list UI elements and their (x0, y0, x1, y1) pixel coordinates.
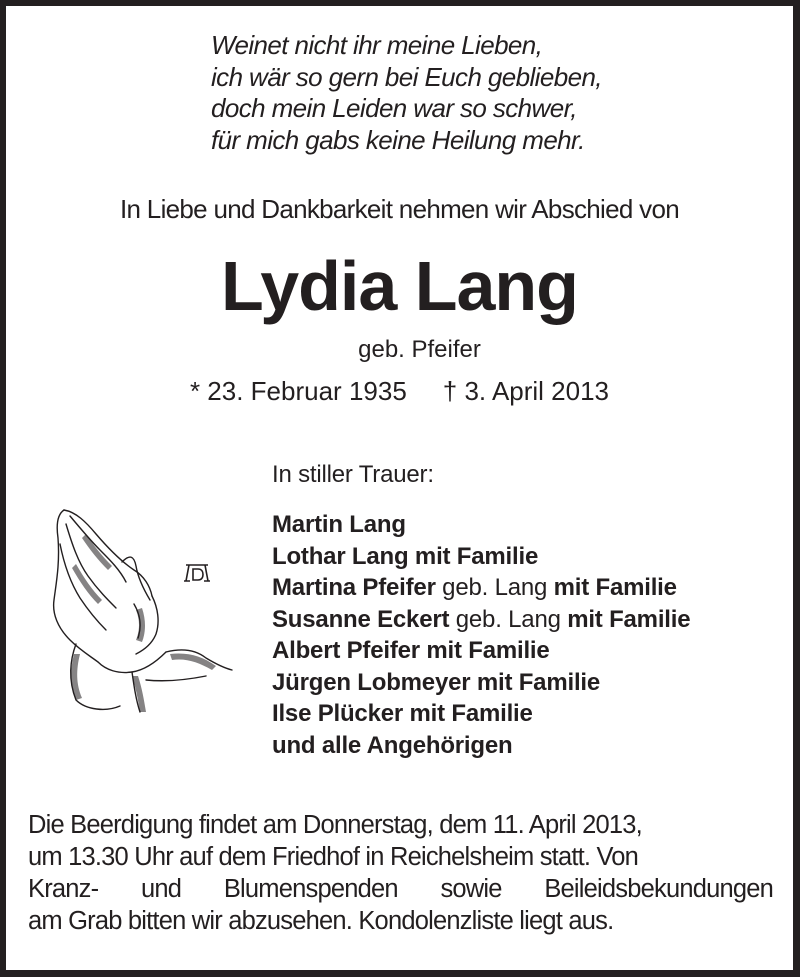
funeral-line: am Grab bitten wir abzusehen. Kondolenzliste liegt aus. (28, 907, 614, 935)
mourner-row (272, 604, 690, 636)
mourner-name: Martin Lang (272, 511, 406, 538)
mourner-row (272, 698, 690, 730)
poem (211, 30, 602, 156)
poem-line: Weinet nicht ihr meine Lieben, (211, 30, 543, 60)
mourner-row (272, 667, 690, 699)
death-date: † 3. April 2013 (442, 376, 610, 406)
mourner-suffix: mit Familie (553, 574, 677, 601)
mourner-name: Martina Pfeifer (272, 574, 436, 601)
poem-line: doch mein Leiden war so schwer, (211, 93, 577, 123)
birth-date: * 23. Februar 1935 (189, 376, 407, 406)
obituary-notice (6, 6, 793, 970)
poem-line: ich wär so gern bei Euch geblieben, (211, 61, 602, 92)
farewell-intro: In Liebe und Dankbarkeit nehmen wir Abschied von (120, 194, 679, 224)
mourner-name: Jürgen Lobmeyer mit Familie (272, 668, 601, 696)
mourner-name: Lothar Lang mit Familie (272, 542, 539, 570)
mourner-row (272, 635, 690, 667)
poem-line: für mich gabs keine Heilung mehr. (211, 124, 585, 155)
mourner-row (272, 730, 690, 762)
praying-hands-icon (46, 504, 236, 714)
funeral-line: Die Beerdigung findet am Donnerstag, dem 11. April 2013, (28, 811, 642, 839)
funeral-details (28, 809, 773, 937)
mourner-name: Albert Pfeifer mit Familie (272, 637, 550, 664)
maiden-name: geb. Pfeifer (358, 336, 481, 363)
mourner-name: Susanne Eckert (272, 605, 450, 633)
mourner-row (272, 509, 690, 541)
mourner-row (272, 541, 690, 573)
mourner-name: Ilse Plücker mit Familie (272, 700, 533, 727)
funeral-line: um 13.30 Uhr auf dem Friedhof in Reichelsheim statt. Von (28, 843, 639, 871)
mourners-heading: In stiller Trauer: (272, 461, 434, 488)
monogram-icon (184, 561, 210, 583)
mourner-maiden: geb. Lang (435, 574, 554, 601)
deceased-name: Lydia Lang (221, 247, 578, 325)
mourner-row (272, 572, 690, 604)
mourners-list (272, 461, 690, 761)
funeral-line: Kranz- und Blumenspenden sowie Beileidsbekundungen (28, 875, 773, 903)
mourner-name: und alle Angehörigen (272, 731, 513, 759)
mourner-maiden: geb. Lang (449, 605, 568, 633)
life-dates (6, 376, 793, 407)
mourner-suffix: mit Familie (567, 605, 691, 633)
